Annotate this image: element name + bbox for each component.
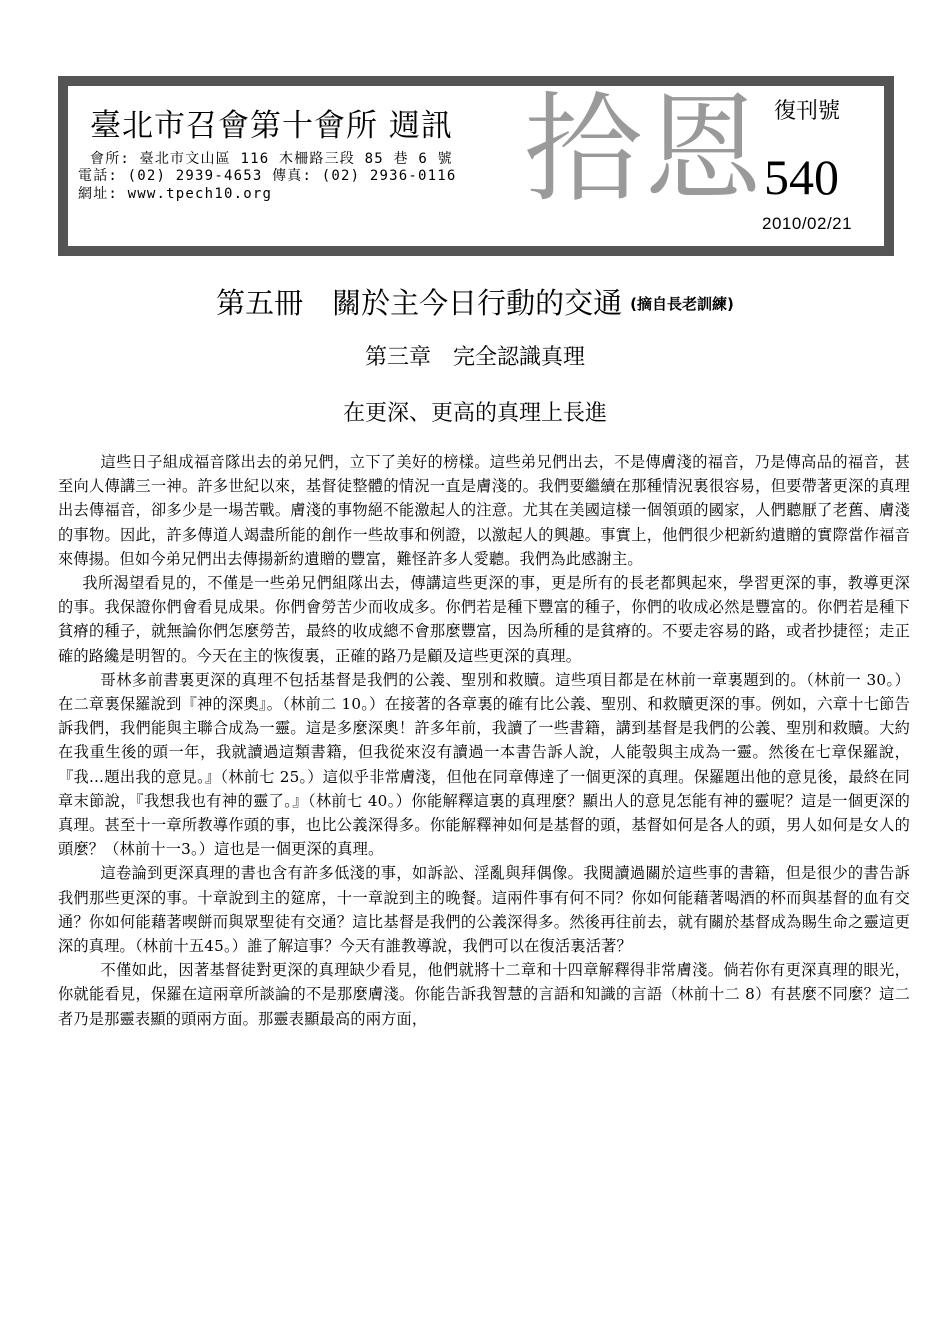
website-line: 網址: www.tpech10.org	[78, 186, 273, 202]
masthead-inner	[68, 80, 884, 246]
paragraph: 哥林多前書裏更深的真理不包括基督是我們的公義、聖別和救贖。這些項目都是在林前一章裏題到的。（林前一 30。）在二章裏保羅說到『神的深奧』。（林前二 10。）在接著的各章裏的確有比公義、聖別、和救贖更深的事。例如，六章十七節告訴我們，我們能與主聯合成為一靈。這是多麼深奧！許多年前，我讀了一些書籍，講到基督是我們的公義、聖別和救贖。大約在我重生後的頭一年，我就讀過這類書籍，但我從來沒有讀過一本書告訴人說，人能彀與主成為一靈。然後在七章保羅說，『我…題出我的意見。』（林前七 25。）這似乎非常膚淺，但他在同章傳達了一個更深的真理。保羅題出他的意見後，最終在同章末節說，『我想我也有神的靈了。』（林前七 40。）你能解釋這裏的真理麼？顯出人的意見怎能有神的靈呢？這是一個更深的真理。甚至十一章所教導作頭的事，也比公義深得多。你能解釋神如何是基督的頭，基督如何是各人的頭，男人如何是女人的頭麼？（林前十一3。）這也是一個更深的真理。	[58, 670, 910, 859]
chapter-heading: 第三章 完全認識真理	[364, 345, 585, 370]
paragraph: 這卷論到更深真理的書也含有許多低淺的事，如訴訟、淫亂與拜偶像。我閱讀過關於這些事的書籍，但是很少的書告訴我們那些更深的事。十章說到主的筵席，十一章說到主的晚餐。這兩件事有何不同？你如何能藉著喝酒的杯而與基督的血有交通？你如何能藉著喫餅而與眾聖徒有交通？這比基督是我們的公義深得多。然後再往前去，就有關於基督成為賜生命之靈這更深的真理。（林前十五45。）誰了解這事？今天有誰教導說，我們可以在復活裏活著？	[58, 864, 910, 956]
issue-number: 540	[764, 149, 839, 205]
reissue-label: 復刊號	[774, 99, 841, 124]
paragraph: 我所渴望看見的，不僅是一些弟兄們組隊出去，傳講這些更深的事，更是所有的長老都興起來，學習更深的事，教導更深的事。我保證你們會看見成果。你們會勞苦少而收成多。你們若是種下豐富的種子，你們的收成必然是豐富的。你們若是種下貧瘠的種子，就無論你們怎麼勞苦，最終的收成總不會那麼豐富，因為所種的是貧瘠的。不要走容易的路，或者抄捷徑；走正確的路纔是明智的。今天在主的恢復裏，正確的路乃是顧及這些更深的真理。	[58, 574, 910, 665]
main-heading-note: (摘自長老訓練)	[630, 295, 734, 313]
issue-date: 2010/02/21	[762, 214, 853, 233]
main-heading	[0, 281, 950, 322]
masthead-box	[58, 76, 894, 256]
phone-line: 電話: (02) 2939-4653 傳真: (02) 2936-0116	[78, 168, 457, 184]
publication-title: 拾恩	[524, 80, 765, 218]
section-subtitle: 在更深、更高的真理上長進	[342, 401, 607, 426]
paragraph: 這些日子組成福音隊出去的弟兄們，立下了美好的榜樣。這些弟兄們出去，不是傳膚淺的福音，乃是傳高品的福音，甚至向人傳講三一神。許多世紀以來，基督徒整體的情況一直是膚淺的。我們要繼續在那種情況裏很容易，但要帶著更深的真理出去傳福音，卻多少是一場苦戰。膚淺的事物絕不能激起人的注意。尤其在美國這樣一個領頭的國家，人們聽厭了老舊、膚淺的事物。因此，許多傳道人竭盡所能的創作一些故事和例證，以激起人的興趣。事實上，他們很少杷新約遺贈的實際當作福音來傳揚。但如今弟兄們出去傳揚新約遺贈的豐富，難怪許多人愛聽。我們為此感謝主。	[58, 453, 910, 568]
address-line: 會所: 臺北市文山區 116 木柵路三段 85 巷 6 號	[90, 151, 453, 167]
church-name: 臺北市召會第十會所 週訊	[90, 108, 453, 144]
main-heading-text: 第五冊 關於主今日行動的交通	[216, 286, 623, 320]
article-body	[58, 450, 910, 1031]
paragraph: 不僅如此，因著基督徒對更深的真理缺少看見，他們就將十二章和十四章解釋得非常膚淺。倘若你有更深真理的眼光，你就能看見，保羅在這兩章所談論的不是那麼膚淺。你能告訴我智慧的言語和知識的言語（林前十二 8）有甚麼不同麼？這二者乃是那靈表顯的頭兩方面。那靈表顯最高的兩方面，	[58, 961, 910, 1028]
